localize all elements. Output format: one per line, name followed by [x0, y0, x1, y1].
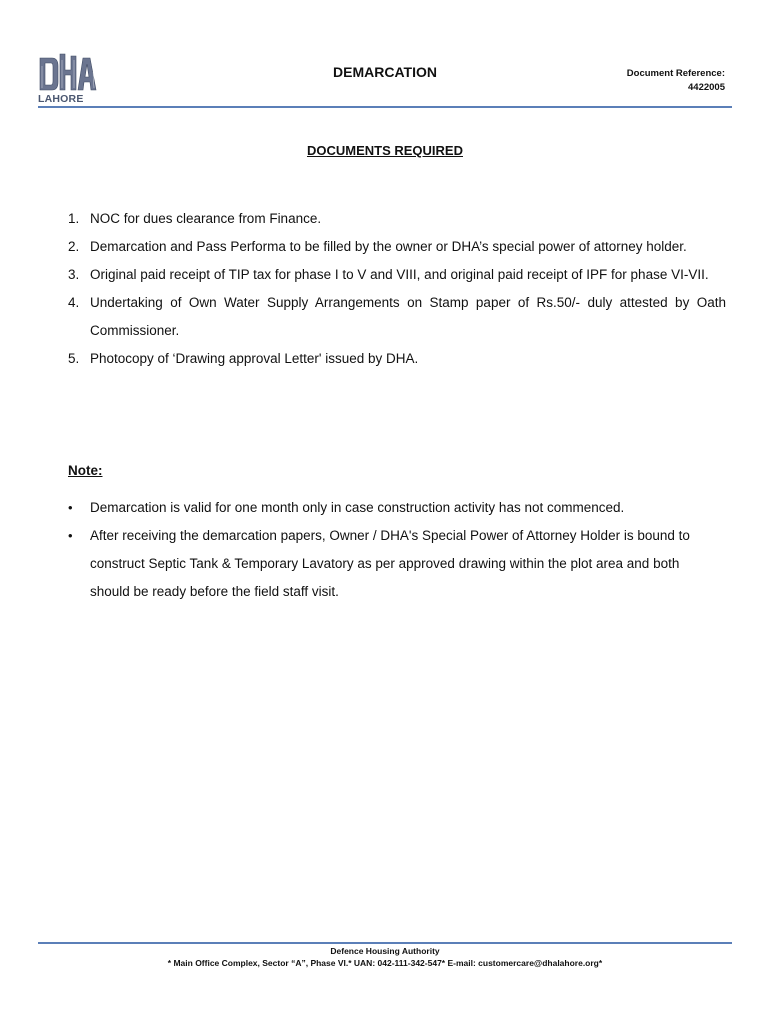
- page-title: DEMARCATION: [333, 64, 437, 80]
- list-item-text: Photocopy of ‘Drawing approval Letter' issued by DHA.: [90, 351, 419, 366]
- list-item-text: Demarcation and Pass Performa to be filled by the owner or DHA’s special power of attorney holder.: [90, 239, 687, 254]
- note-item: [68, 494, 708, 522]
- logo-city-text: LAHORE: [38, 93, 84, 105]
- doc-ref-value: 4422005: [688, 82, 725, 93]
- list-item-number: 5.: [68, 351, 80, 366]
- list-item: [68, 233, 726, 261]
- list-item: [68, 289, 726, 345]
- dha-logo-icon: [38, 52, 98, 92]
- note-list: [68, 494, 708, 606]
- header-divider: [38, 106, 732, 108]
- list-item-number: 1.: [68, 211, 80, 226]
- list-item-number: 2.: [68, 239, 80, 254]
- section-heading: DOCUMENTS REQUIRED: [306, 143, 463, 158]
- list-item-number: 4.: [68, 295, 80, 310]
- requirements-list: [68, 205, 726, 373]
- dha-logo: [38, 52, 98, 106]
- footer-organization: Defence Housing Authority: [330, 946, 440, 956]
- list-item-text: Original paid receipt of TIP tax for phase I to V and VIII, and original paid receipt of IPF for phase VI-VII.: [90, 267, 709, 282]
- footer-divider: [38, 942, 732, 944]
- footer-address: * Main Office Complex, Sector “A”, Phase VI.* UAN: 042-111-342-547* E-mail: customercare@dhalahore.org*: [167, 958, 603, 968]
- document-reference: [560, 67, 725, 95]
- note-item: [68, 522, 708, 606]
- list-item-text: NOC for dues clearance from Finance.: [90, 211, 322, 226]
- list-item: [68, 345, 726, 373]
- list-item: [68, 261, 726, 289]
- list-item-text: Undertaking of Own Water Supply Arrangements on Stamp paper of Rs.50/- duly attested by Oath Commissioner.: [90, 295, 726, 338]
- note-item-text: After receiving the demarcation papers, Owner / DHA's Special Power of Attorney Holder is bound to construct Septic Tank & Temporary Lavatory as per approved drawing within the plot area and both should be ready before the field staff visit.: [90, 528, 690, 599]
- note-item-text: Demarcation is valid for one month only in case construction activity has not commenced.: [90, 500, 625, 515]
- list-item-number: 3.: [68, 267, 80, 282]
- doc-ref-label: Document Reference:: [626, 68, 725, 79]
- bullet-icon: •: [68, 528, 73, 543]
- note-label: Note:: [68, 463, 103, 478]
- list-item: [68, 205, 726, 233]
- bullet-icon: •: [68, 500, 73, 515]
